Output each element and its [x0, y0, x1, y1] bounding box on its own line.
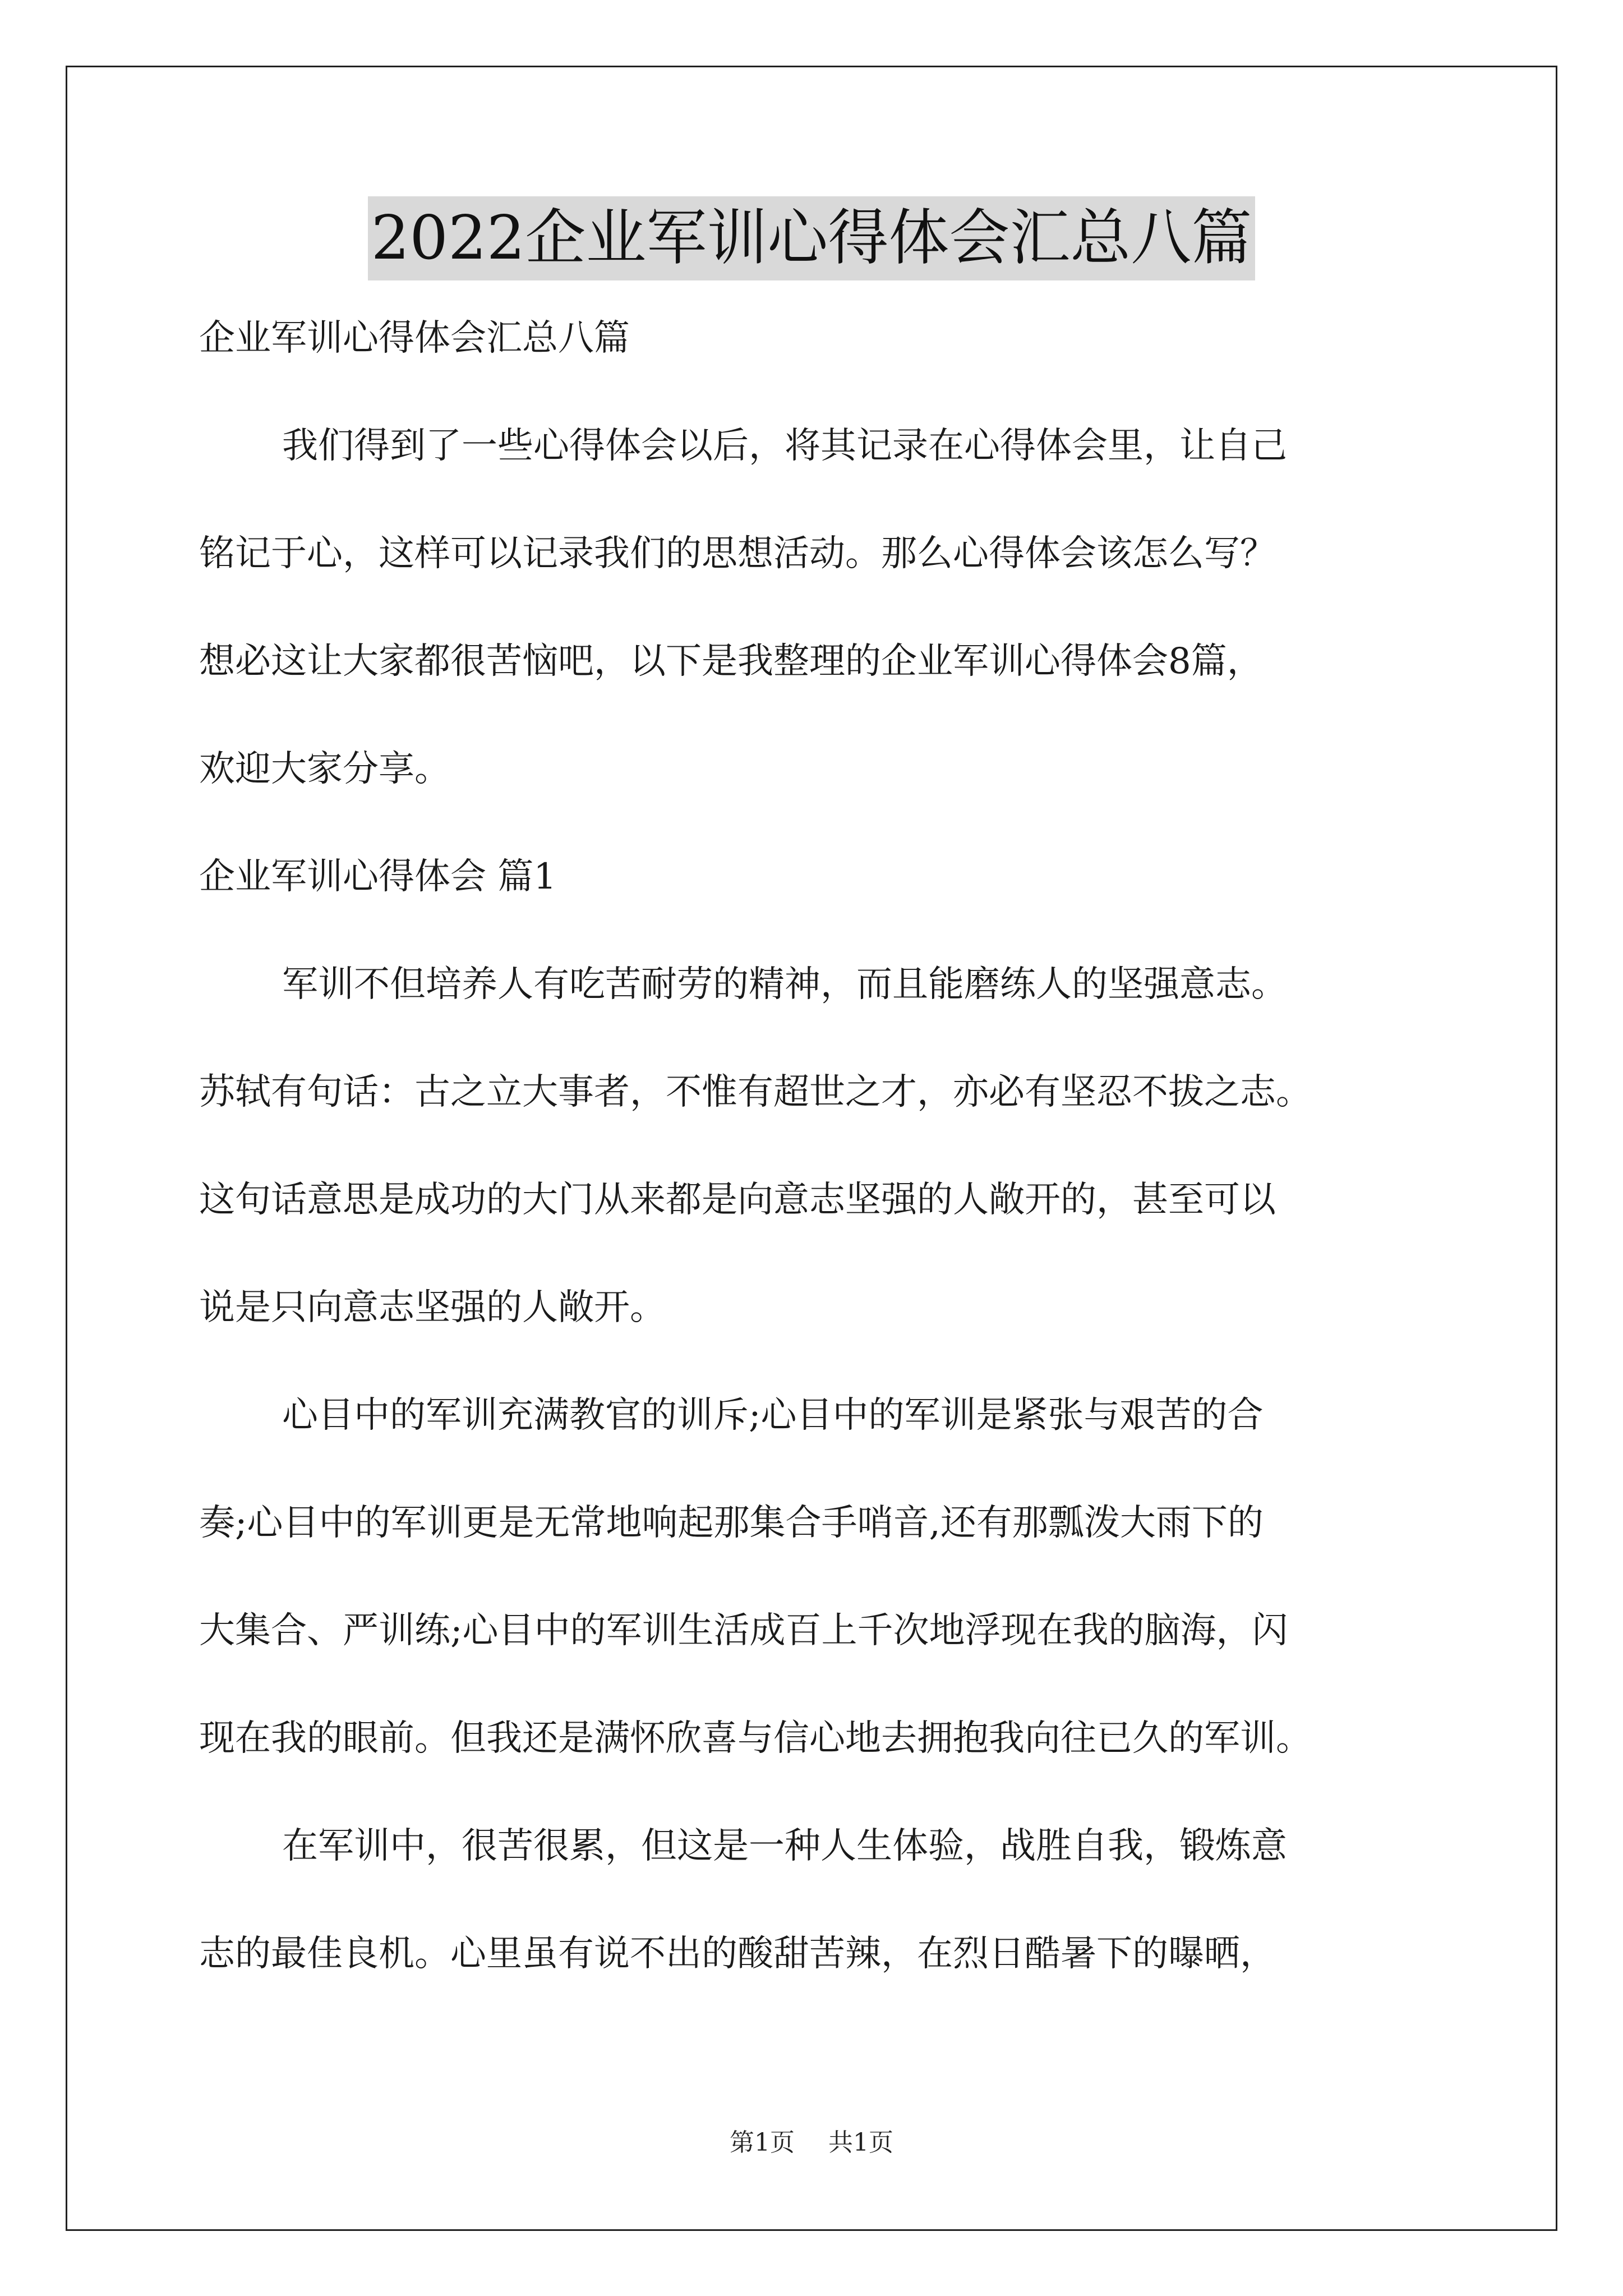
body-line: 苏轼有句话：古之立大事者，不惟有超世之才，亦必有坚忍不拔之志。	[199, 1071, 1312, 1113]
body-line: 企业军训心得体会汇总八篇	[199, 318, 630, 359]
body-line: 奏;心目中的军训更是无常地响起那集合手哨音,还有那瓢泼大雨下的	[199, 1502, 1264, 1544]
body-line: 铭记于心，这样可以记录我们的思想活动。那么心得体会该怎么写？	[199, 533, 1276, 574]
page-number-current: 第1页	[730, 2128, 795, 2157]
body-line: 现在我的眼前。但我还是满怀欣喜与信心地去拥抱我向往已久的军训。	[199, 1718, 1312, 1759]
body-line: 我们得到了一些心得体会以后，将其记录在心得体会里，让自己	[282, 425, 1287, 467]
body-line: 欢迎大家分享。	[199, 748, 450, 790]
document-title: 2022企业军训心得体会汇总八篇	[368, 196, 1256, 280]
body-line: 军训不但培养人有吃苦耐劳的精神，而且能磨练人的坚强意志。	[282, 964, 1287, 1005]
page-number-total: 共1页	[828, 2128, 893, 2157]
body-line: 心目中的军训充满教官的训斥;心目中的军训是紧张与艰苦的合	[282, 1395, 1264, 1436]
body-line: 说是只向意志坚强的人敞开。	[199, 1287, 666, 1328]
body-line: 志的最佳良机。心里虽有说不出的酸甜苦辣，在烈日酷暑下的曝晒，	[199, 1933, 1276, 1975]
document-body	[199, 311, 1472, 2035]
body-line: 想必这让大家都很苦恼吧，以下是我整理的企业军训心得体会8篇，	[199, 641, 1263, 682]
body-line: 大集合、严训练;心目中的军训生活成百上千次地浮现在我的脑海，闪	[199, 1610, 1288, 1651]
section-heading: 企业军训心得体会 篇1	[199, 856, 557, 898]
body-line: 在军训中，很苦很累，但这是一种人生体验，战胜自我，锻炼意	[282, 1825, 1287, 1867]
title-container	[0, 196, 1623, 280]
body-line: 这句话意思是成功的大门从来都是向意志坚强的人敞开的，甚至可以	[199, 1179, 1276, 1221]
page-footer	[0, 2126, 1623, 2160]
